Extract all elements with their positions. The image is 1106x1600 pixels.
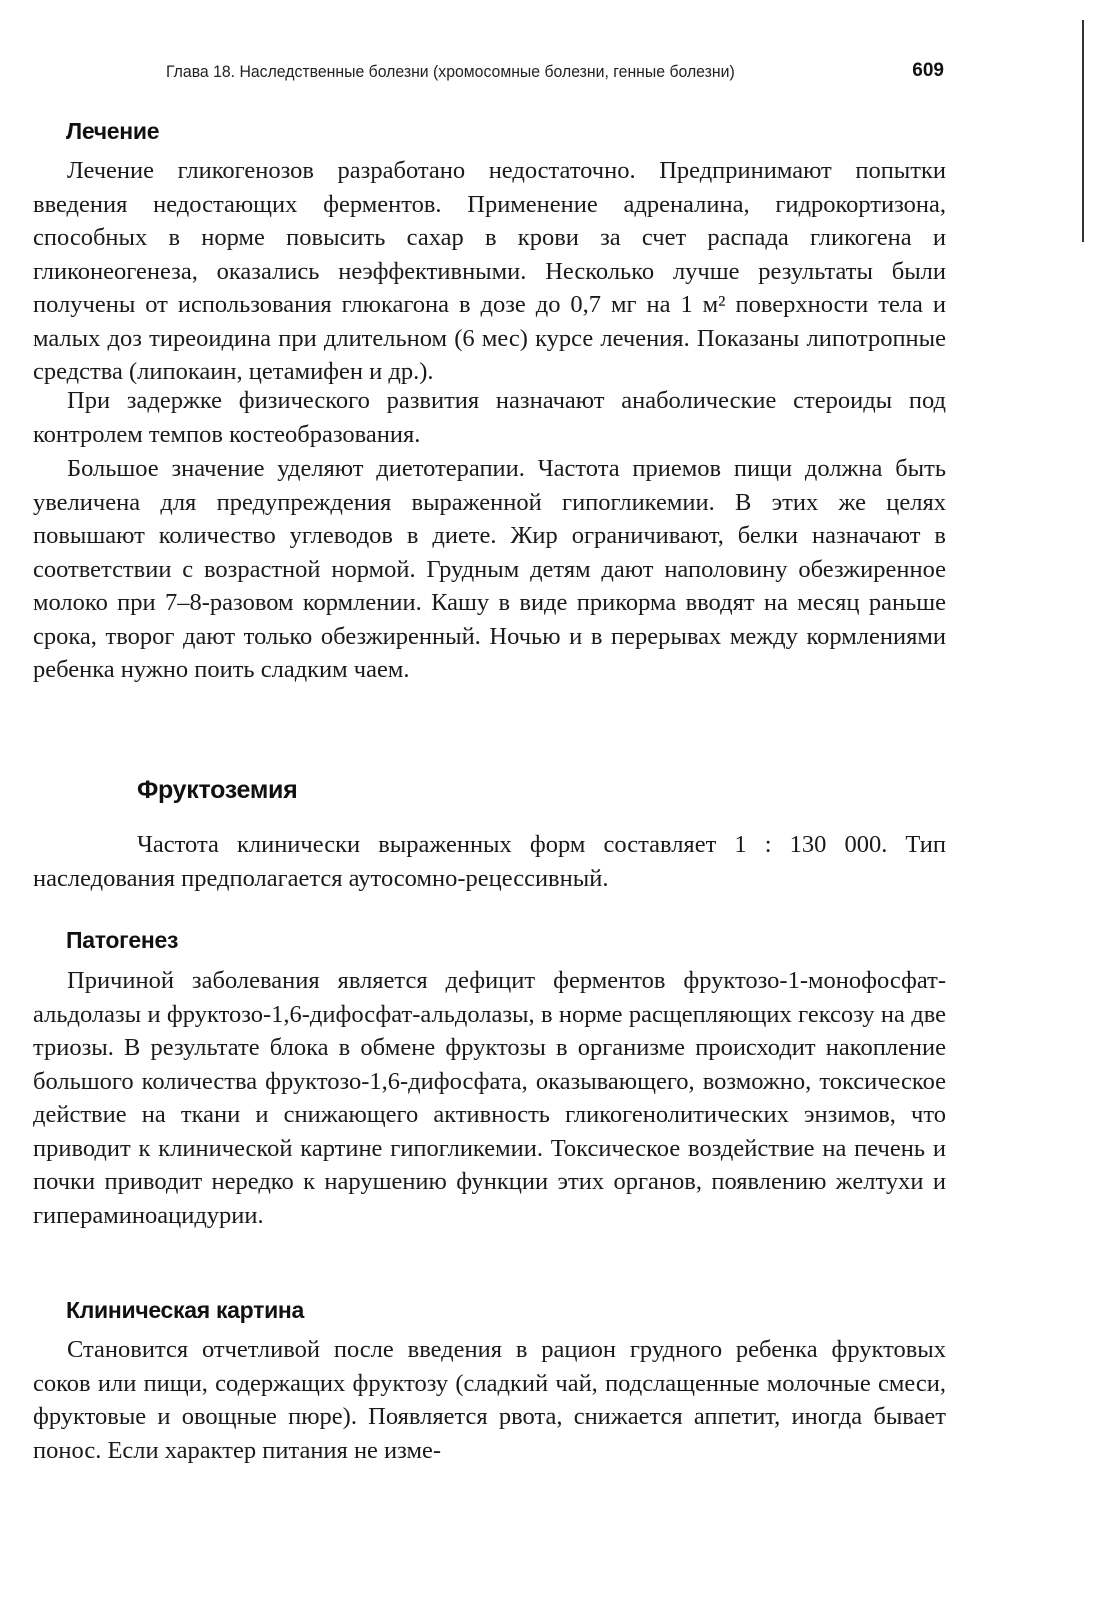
treatment-paragraph-2: При задержке физического развития назначают анаболические стероиды под контролем темпов костеобразования. <box>33 387 946 448</box>
section-heading-treatment: Лечение <box>66 118 160 144</box>
section-heading-clinical: Клиническая картина <box>66 1297 305 1323</box>
fructosemia-intro: Частота клинически выраженных форм составляет 1 : 130 000. Тип наследования предполагается аутосомно-рецессивный. <box>33 831 946 892</box>
treatment-paragraph-1: Лечение гликогенозов разработано недостаточно. Предпринимают попытки введения недостающих ферментов. Применение адреналина, гидрокортизона, способных в норме повысить сахар в крови за счет распада гликогена и гликонеогенеза, оказались неэффективными. Несколько лучше результаты были получены от использования глюкагона в дозе до 0,7 мг на 1 м² поверхности тела и малых доз тиреоидина при длительном (6 мес) курсе лечения. Показаны липотропные средства (липокаин, цетамифен и др.). <box>33 157 946 385</box>
running-head: Глава 18. Наследственные болезни (хромосомные болезни, генные болезни) <box>166 62 735 81</box>
page-number: 609 <box>912 60 944 81</box>
section-heading-pathogenesis: Патогенез <box>66 927 179 953</box>
pathogenesis-paragraph: Причиной заболевания является дефицит ферментов фруктозо-1-монофосфат-альдолазы и фруктозо-1,6-дифосфат-альдолазы, в норме расщепляющих гексозу на две триозы. В результате блока в обмене фруктозы в организме происходит накопление большого количества фруктозо-1,6-дифосфата, оказывающего, возможно, токсическое действие на ткани и снижающего активность гликогенолитических энзимов, что приводит к клинической картине гипогликемии. Токсическое воздействие на печень и почки приводит нередко к нарушению функции этих органов, появлению желтухи и гипераминоацидурии. <box>33 967 946 1229</box>
section-heading-fructosemia: Фруктоземия <box>137 776 298 804</box>
page-edge-line <box>1082 20 1084 242</box>
clinical-paragraph: Становится отчетливой после введения в рацион грудного ребенка фруктовых соков или пищи, содержащих фруктозу (сладкий чай, подслащенные молочные смеси, фруктовые и овощные пюре). Появляется рвота, снижается аппетит, иногда бывает понос. Если характер питания не изме- <box>33 1336 946 1464</box>
treatment-paragraph-3: Большое значение уделяют диетотерапии. Частота приемов пищи должна быть увеличена для предупреждения выраженной гипогликемии. В этих же целях повышают количество углеводов в диете. Жир ограничивают, белки назначают в соответствии с возрастной нормой. Грудным детям дают наполовину обезжиренное молоко при 7–8-разовом кормлении. Кашу в виде прикорма вводят на месяц раньше срока, творог дают только обезжиренный. Ночью и в перерывах между кормлениями ребенка нужно поить сладким чаем. <box>33 455 946 683</box>
